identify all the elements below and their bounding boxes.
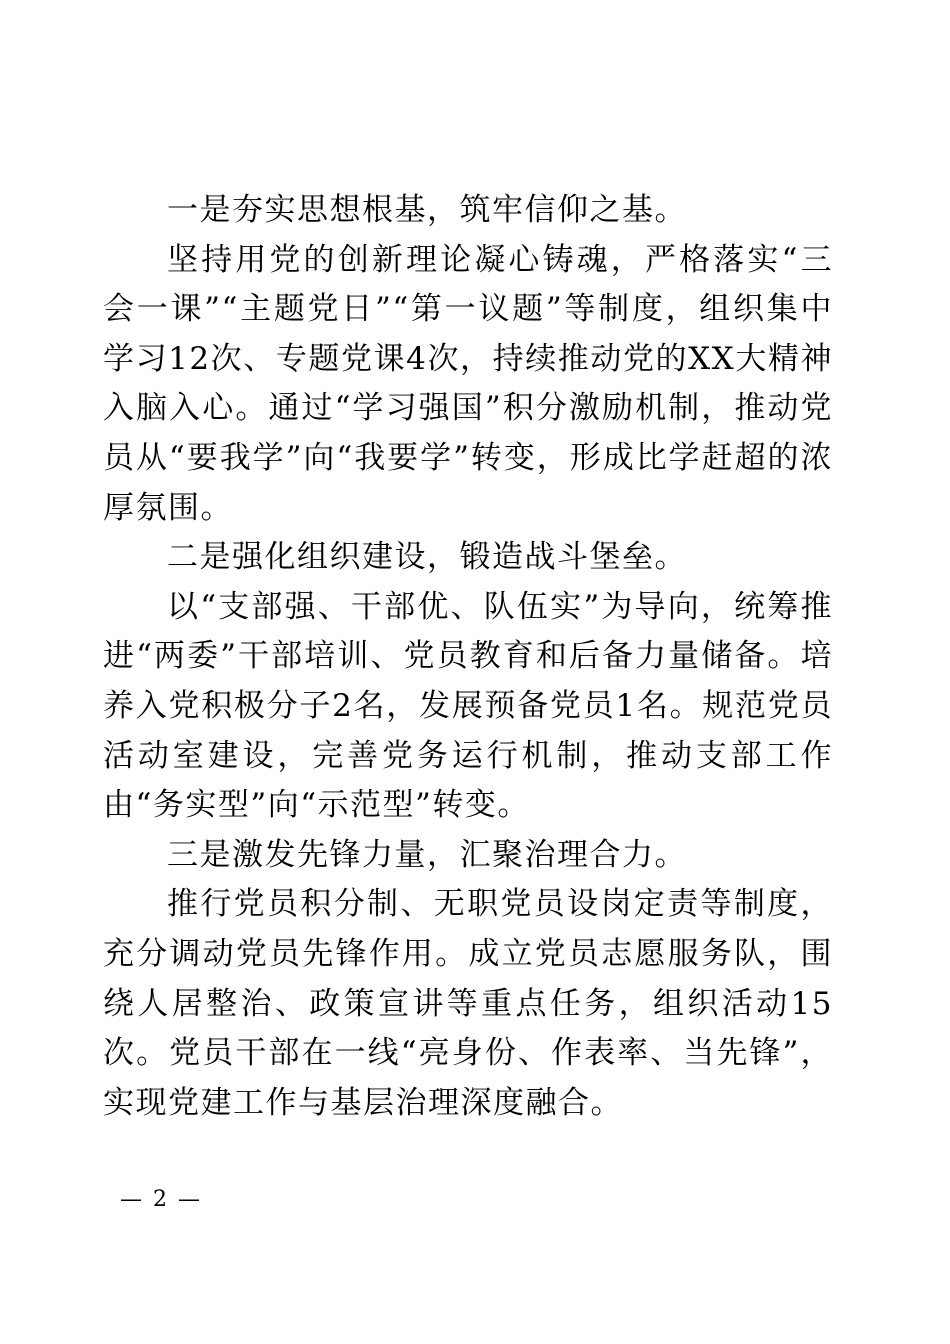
body-paragraph-3: 推行党员积分制、无职党员设岗定责等制度，充分调动党员先锋作用。成立党员志愿服务队，围绕人居整治、政策宣讲等重点任务，组织活动15次。党员干部在一线“亮身份、作表率、当先锋”，实现党建工作与基层治理深度融合。 <box>103 886 833 1121</box>
section-heading-3: 三是激发先锋力量，汇聚治理合力。 <box>167 836 687 873</box>
page-number: — 2 — <box>120 1187 202 1212</box>
body-paragraph-1: 坚持用党的创新理论凝心铸魂，严格落实“三会一课”“主题党日”“第一议题”等制度，组织集中学习12次、专题党课4次，持续推动党的XX大精神入脑入心。通过“学习强国”积分激励机制，推动党员从“要我学”向“我要学”转变，形成比学赶超的浓厚氛围。 <box>103 241 833 526</box>
section-heading-2: 二是强化组织建设，锻造战斗堡垒。 <box>167 539 687 576</box>
body-paragraph-2: 以“支部强、干部优、队伍实”为导向，统筹推进“两委”干部培训、党员教育和后备力量储备。培养入党积极分子2名，发展预备党员1名。规范党员活动室建设，完善党务运行机制，推动支部工作由“务实型”向“示范型”转变。 <box>103 588 833 824</box>
document-body <box>103 186 833 1128</box>
section-heading-1: 一是夯实思想根基，筑牢信仰之基。 <box>167 192 687 228</box>
